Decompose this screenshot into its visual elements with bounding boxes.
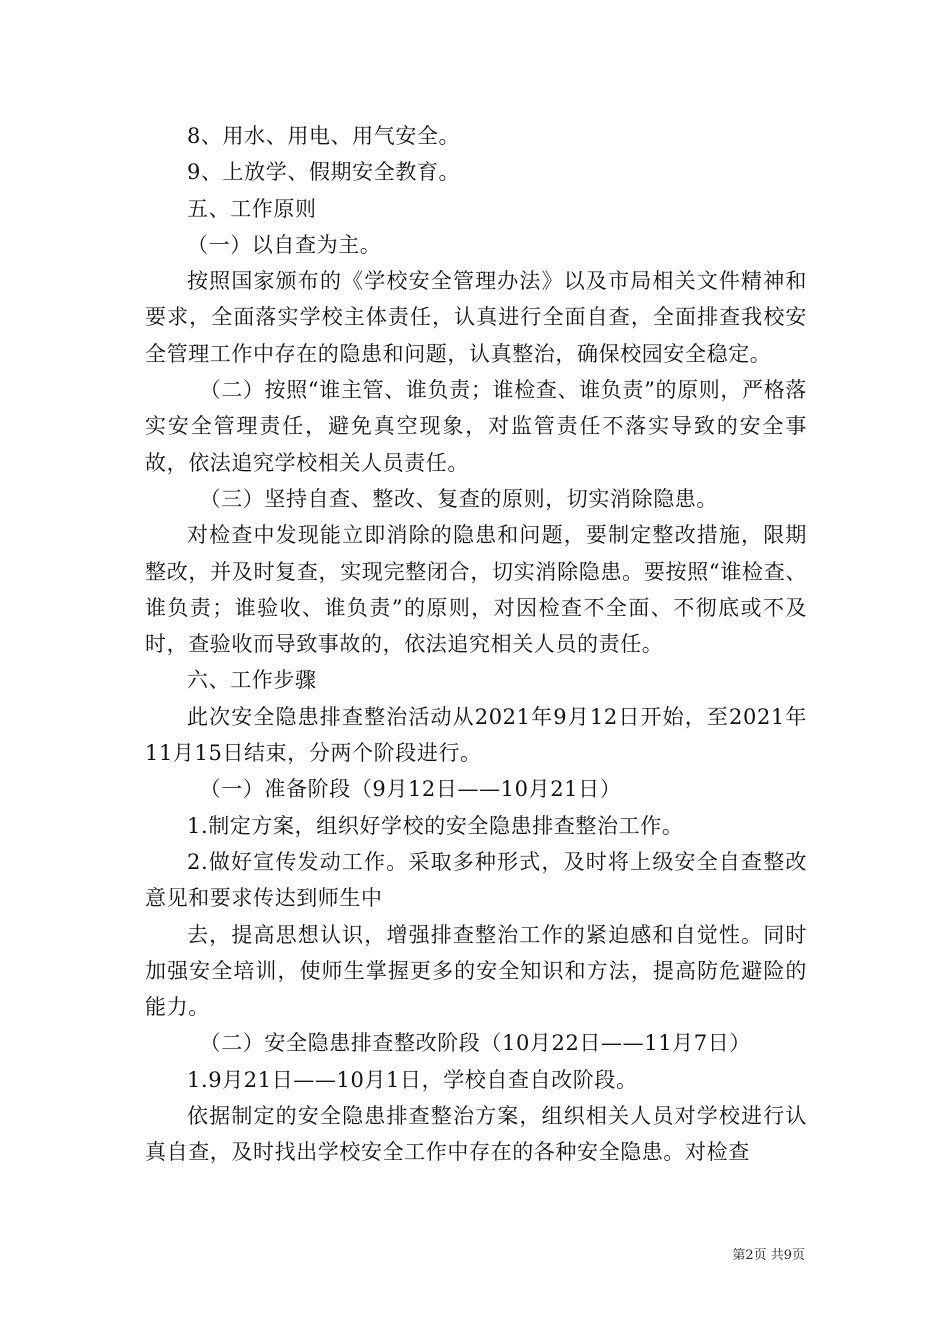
phase-heading-1: （一）准备阶段（9月12日——10月21日） bbox=[199, 777, 622, 802]
subheading-2: （二）按照“谁主管、谁负责；谁检查、谁负责”的原则，严格落实安全管理责任，避免真空现象，对监管责任不落实导致的安全事故，依法追究学校相关人员责任。 bbox=[145, 378, 807, 475]
subheading-1: （一）以自查为主。 bbox=[187, 232, 382, 257]
step-item-1: 1.9月21日——10月1日，学校自查自改阶段。 bbox=[187, 1067, 638, 1092]
paragraph: 去，提高思想认识，增强排查整治工作的紧迫感和自觉性。同时加强安全培训，使师生掌握更多的安全知识和方法，提高防危避险的能力。 bbox=[145, 922, 807, 1020]
paragraph: 按照国家颁布的《学校安全管理办法》以及市局相关文件精神和要求，全面落实学校主体责任，认真进行全面自查，全面排查我校安全管理工作中存在的隐患和问题，认真整治，确保校园安全稳定。 bbox=[145, 269, 807, 366]
section-heading-6: 六、工作步骤 bbox=[187, 668, 317, 693]
paragraph: 对检查中发现能立即消除的隐患和问题，要制定整改措施，限期整改，并及时复查，实现完整闭合，切实消除隐患。要按照“谁检查、谁负责；谁验收、谁负责”的原则，对因检查不全面、不彻底或不及时，查验收而导致事故的，依法追究相关人员的责任。 bbox=[145, 523, 807, 657]
step-item-2: 2.做好宣传发动工作。采取多种形式，及时将上级安全自查整改意见和要求传达到师生中 bbox=[145, 849, 807, 911]
phase-heading-2: （二）安全隐患排查整改阶段（10月22日——11月7日） bbox=[199, 1031, 751, 1056]
paragraph: 此次安全隐患排查整治活动从2021年9月12日开始，至2021年11月15日结束，分两个阶段进行。 bbox=[145, 704, 807, 766]
subheading-3: （三）坚持自查、整改、复查的原则，切实消除隐患。 bbox=[199, 486, 718, 511]
list-item-8: 8、用水、用电、用气安全。 bbox=[187, 124, 461, 148]
page-number: 第2页 共9页 bbox=[732, 1248, 805, 1263]
list-item-9: 9、上放学、假期安全教育。 bbox=[187, 160, 461, 185]
section-heading-5: 五、工作原则 bbox=[187, 196, 317, 221]
paragraph: 依据制定的安全隐患排查整治方案，组织相关人员对学校进行认真自查，及时找出学校安全工作中存在的各种安全隐患。对检查 bbox=[145, 1104, 807, 1165]
document-body bbox=[145, 118, 807, 1171]
step-item-1: 1.制定方案，组织好学校的安全隐患排查整治工作。 bbox=[187, 813, 684, 838]
